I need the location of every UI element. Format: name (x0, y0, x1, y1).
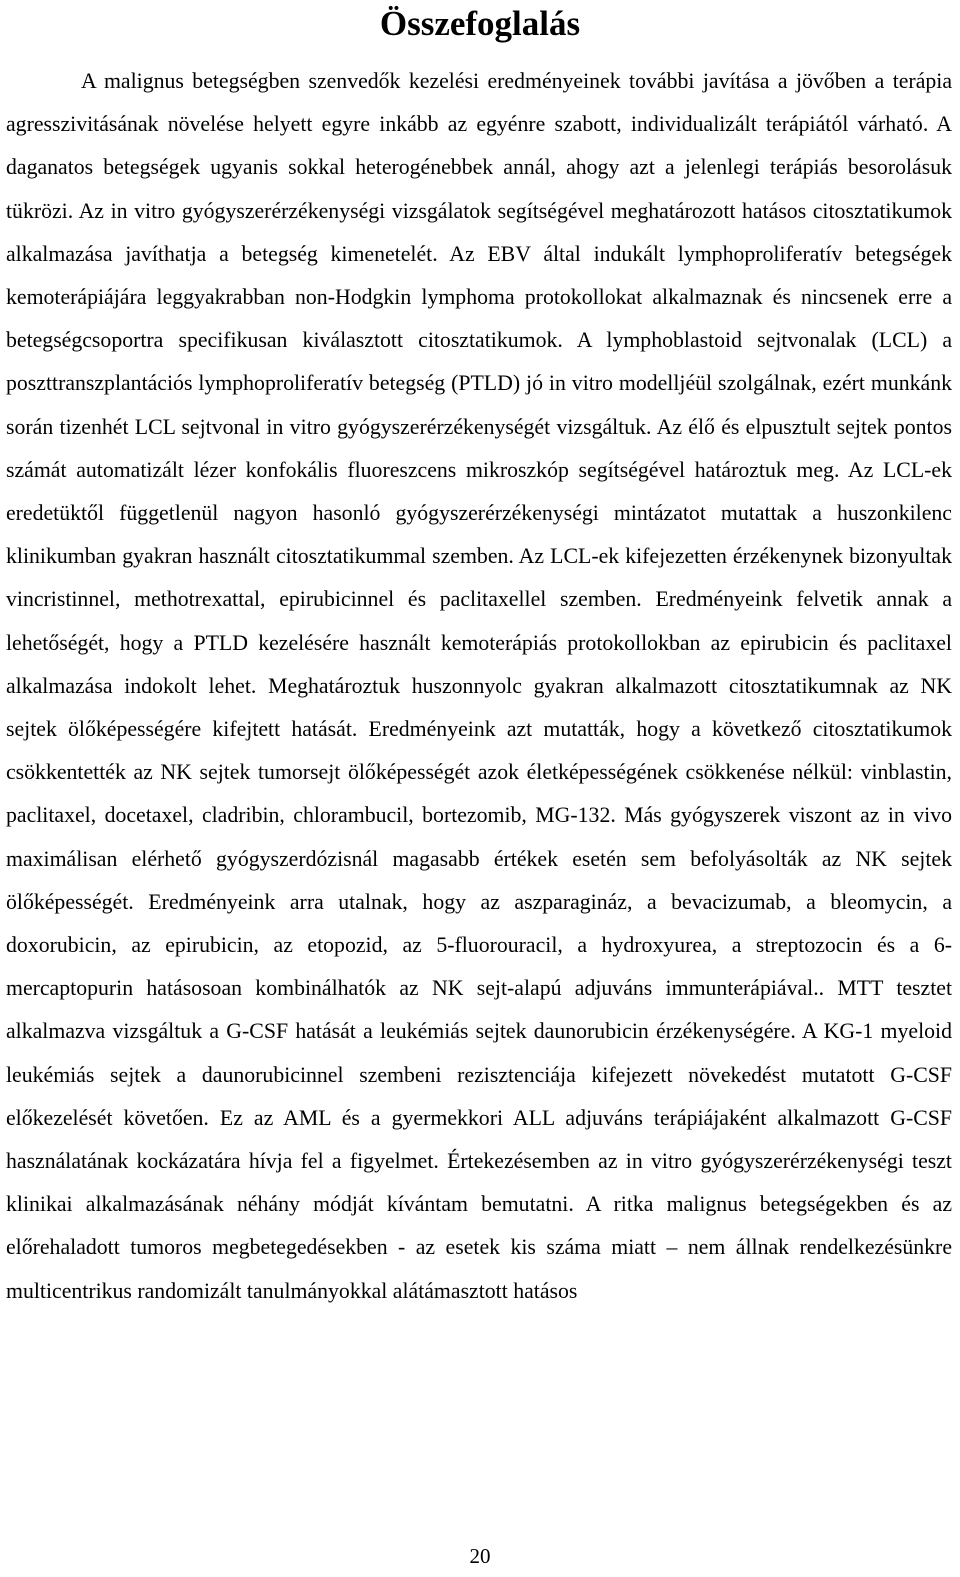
page-title: Összefoglalás (379, 4, 581, 43)
page-number: 20 (469, 1544, 491, 1568)
body-paragraph: A malignus betegségben szenvedők kezelési eredményeinek további javítása a jövőben a terápia agresszivitásának növelése helyett egyre inkább az egyénre szabott, individualizált terápiától várható. A daganatos betegségek ugyanis sokkal heterogénebbek annál, ahogy azt a jelenlegi terápiás besorolásuk tükrözi. Az in vitro gyógyszerérzékenységi vizsgálatok segítségével meghatározott hatásos citosztatikumok alkalmazása javíthatja a betegség kimenetelét. Az EBV által indukált lymphoproliferatív betegségek kemoterápiájára leggyakrabban non-Hodgkin lymphoma protokollokat alkalmaznak és nincsenek erre a betegségcsoportra specifikusan kiválasztott citosztatikumok. A lymphoblastoid sejtvonalak (LCL) a poszttranszplantációs lymphoproliferatív betegség (PTLD) jó in vitro modelljéül szolgálnak, ezért munkánk során tizenhét LCL sejtvonal in vitro gyógyszerérzékenységét vizsgáltuk. Az élő és elpusztult sejtek pontos számát automatizált lézer konfokális fluoreszcens mikroszkóp segítségével határoztuk meg. Az LCL-ek eredetüktől függetlenül nagyon hasonló gyógyszerérzékenységi mintázatot mutattak a huszonkilenc klinikumban gyakran használt citosztatikummal szemben. Az LCL-ek kifejezetten érzékenynek bizonyultak vincristinnel, methotrexattal, epirubicinnel és paclitaxellel szemben. Eredményeink felvetik annak a lehetőségét, hogy a PTLD kezelésére használt kemoterápiás protokollokban az epirubicin és paclitaxel alkalmazása indokolt lehet. Meghatároztuk huszonnyolc gyakran alkalmazott citosztatikumnak az NK sejtek ölőképességére kifejtett hatását. Eredményeink azt mutatták, hogy a következő citosztatikumok csökkentették az NK sejtek tumorsejt ölőképességét azok életképességének csökkenése nélkül: vinblastin, paclitaxel, docetaxel, cladribin, chlorambucil, bortezomib, MG-132. Más gyógyszerek viszont az in vivo maximálisan elérhető gyógyszerdózisnál magasabb értékek esetén sem befolyásolták az NK sejtek ölőképességét. Eredményeink arra utalnak, hogy az aszparagináz, a bevacizumab, a bleomycin, a doxorubicin, az epirubicin, az etopozid, az 5-fluorouracil, a hydroxyurea, a streptozocin és a 6-mercaptopurin hatásosoan kombinálhatók az NK sejt-alapú adjuváns immunterápiával.. MTT tesztet alkalmazva vizsgáltuk a G-CSF hatását a leukémiás sejtek daunorubicin érzékenységére. A KG-1 myeloid leukémiás sejtek a daunorubicinnel szembeni rezisztenciája kifejezett növekedést mutatott G-CSF előkezelését követően. Ez az AML és a gyermekkori ALL adjuváns terápiájaként alkalmazott G-CSF használatának kockázatára hívja fel a figyelmet. Értekezésemben az in vitro gyógyszerérzékenységi teszt klinikai alkalmazásának néhány módját kívántam bemutatni. A ritka malignus betegségekben és az előrehaladott tumoros megbetegedésekben - az esetek kis száma miatt – nem állnak rendelkezésünkre multicentrikus randomizált tanulmányokkal alátámasztott hatásos (6, 69, 952, 1303)
